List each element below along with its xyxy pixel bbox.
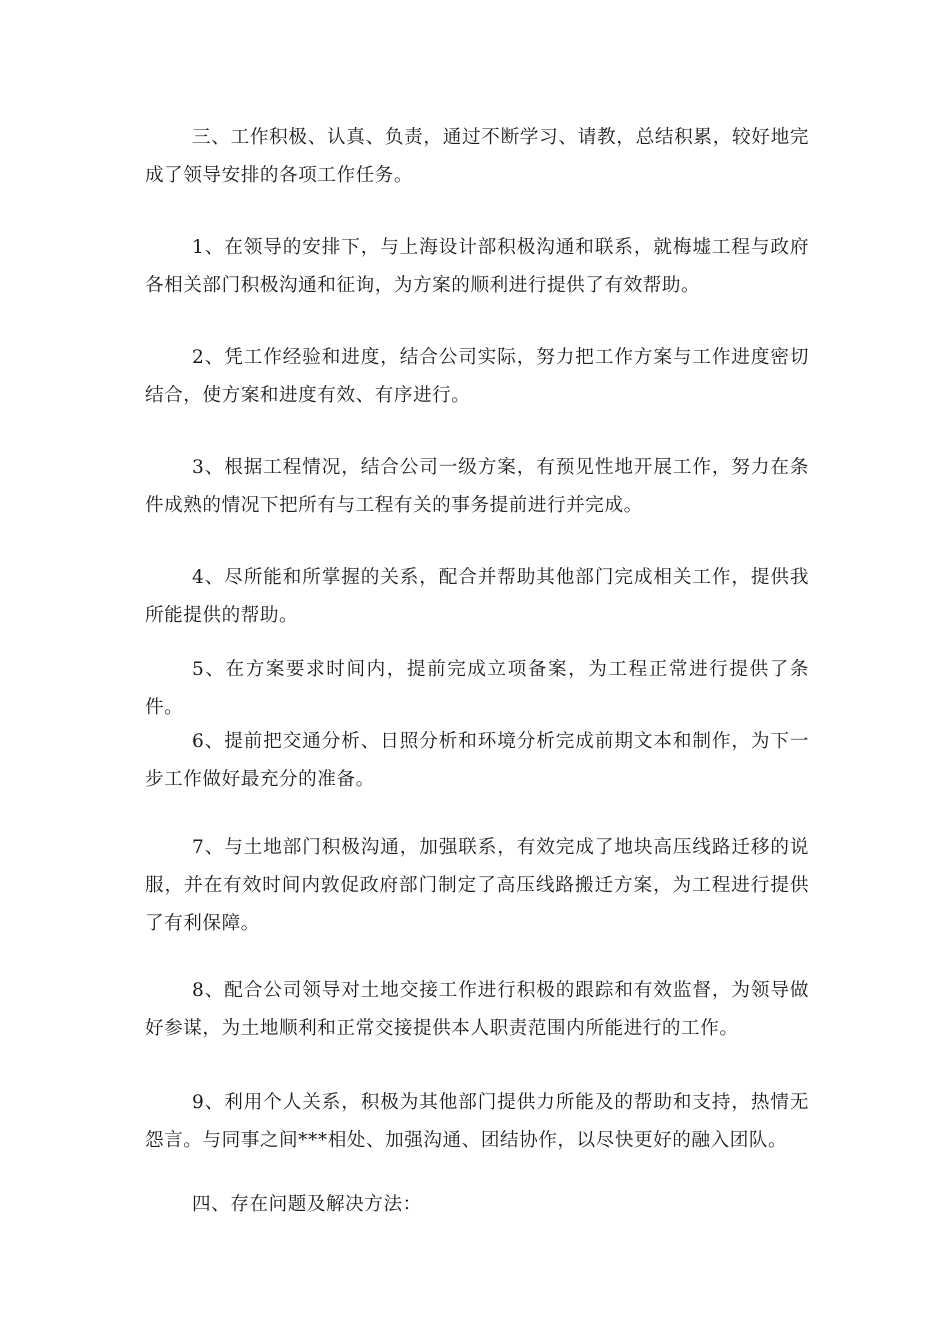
paragraph-item-7: 7、与土地部门积极沟通，加强联系，有效完成了地块高压线路迁移的说服，并在有效时间内敦促政府部门制定了高压线路搬迁方案，为工程进行提供了有利保障。	[145, 837, 809, 934]
paragraph-section-three: 三、工作积极、认真、负责，通过不断学习、请教，总结积累，较好地完成了领导安排的各项工作任务。	[145, 127, 809, 186]
paragraph-item-4: 4、尽所能和所掌握的关系，配合并帮助其他部门完成相关工作，提供我所能提供的帮助。	[145, 567, 809, 626]
paragraph-item-5: 5、在方案要求时间内，提前完成立项备案，为工程正常进行提供了条件。	[145, 659, 809, 718]
paragraph-item-2: 2、凭工作经验和进度，结合公司实际，努力把工作方案与工作进度密切结合，使方案和进度有效、有序进行。	[145, 347, 809, 406]
paragraph-section-four: 四、存在问题及解决方法：	[192, 1194, 422, 1215]
paragraph-item-1: 1、在领导的安排下，与上海设计部积极沟通和联系，就梅墟工程与政府各相关部门积极沟通和征询，为方案的顺利进行提供了有效帮助。	[145, 237, 809, 296]
paragraph-item-8: 8、配合公司领导对土地交接工作进行积极的跟踪和有效监督，为领导做好参谋，为土地顺利和正常交接提供本人职责范围内所能进行的工作。	[145, 980, 809, 1039]
paragraph-item-6: 6、提前把交通分析、日照分析和环境分析完成前期文本和制作，为下一步工作做好最充分的准备。	[145, 731, 809, 790]
paragraph-item-9: 9、利用个人关系，积极为其他部门提供力所能及的帮助和支持，热情无怨言。与同事之间***相处、加强沟通、团结协作，以尽快更好的融入团队。	[145, 1092, 809, 1151]
paragraph-item-3: 3、根据工程情况，结合公司一级方案，有预见性地开展工作，努力在条件成熟的情况下把所有与工程有关的事务提前进行并完成。	[145, 457, 809, 516]
